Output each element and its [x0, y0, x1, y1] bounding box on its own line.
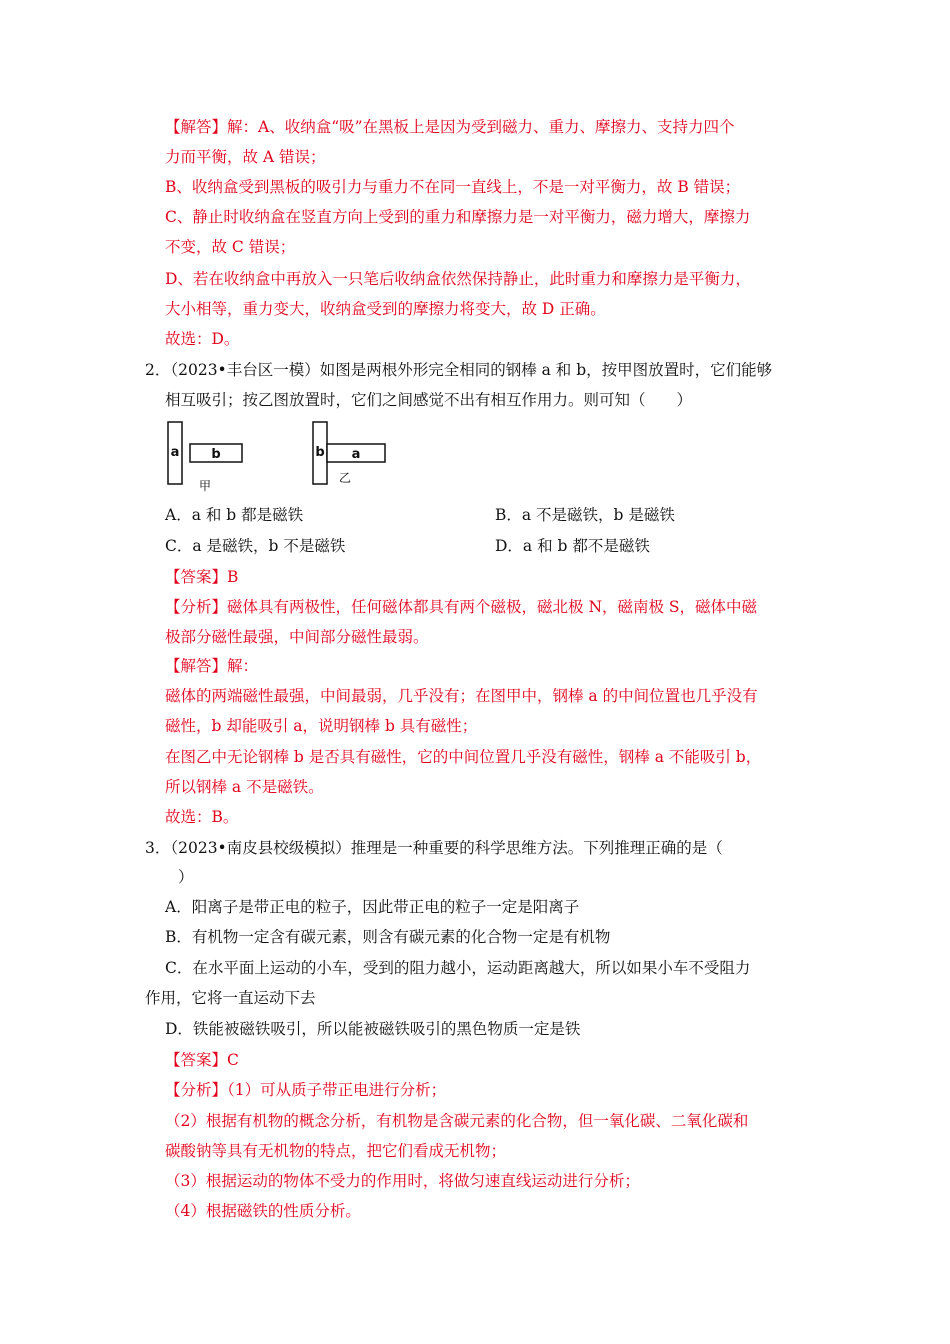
q1-solution-label: 【解答】 — [165, 118, 228, 136]
q1-solution-line-2: 力而平衡，故 A 错误； — [165, 148, 326, 166]
q2-stem-line-2: 相互吸引；按乙图放置时，它们之间感觉不出有相互作用力。则可知（ ） — [165, 391, 693, 409]
q3-option-b: B．有机物一定含有碳元素，则含有碳元素的化合物一定是有机物 — [165, 928, 611, 946]
q3-answer: 【答案】C — [165, 1051, 239, 1069]
q3-analysis-label: 【分析】 — [165, 1081, 228, 1099]
label-right-bar: b — [315, 445, 325, 460]
q3-option-a: A．阳离子是带正电的粒子，因此带正电的粒子一定是阳离子 — [165, 898, 580, 916]
q2-option-d: D．a 和 b 都不是磁铁 — [495, 537, 650, 555]
q3-analysis-line-5: （4）根据磁铁的性质分析。 — [165, 1202, 361, 1220]
q1-solution-text: 解：A、收纳盒“吸”在黑板上是因为受到磁力、重力、摩擦力、支持力四个 — [227, 118, 735, 136]
q2-analysis-line-2: 极部分磁性最强，中间部分磁性最弱。 — [165, 628, 429, 646]
q1-solution-line-6: D、若在收纳盒中再放入一只笔后收纳盒依然保持静止，此时重力和摩擦力是平衡力， — [165, 270, 751, 288]
caption-jia: 甲 — [198, 479, 212, 493]
q2-analysis-text: 磁体具有两极性，任何磁体都具有两个磁极，磁北极 N，磁南极 S，磁体中磁 — [227, 598, 758, 616]
q1-solution-line-4: C、静止时收纳盒在竖直方向上受到的重力和摩擦力是一对平衡力，磁力增大，摩擦力 — [165, 208, 751, 226]
q1-solution-line-1 — [165, 116, 735, 138]
q3-analysis-line-2: （2）根据有机物的概念分析，有机物是含碳元素的化合物，但一氧化碳、二氧化碳和 — [165, 1112, 749, 1130]
q3-analysis-line-3: 碳酸钠等具有无机物的特点，把它们看成无机物； — [165, 1142, 507, 1160]
q3-option-c-line-1: C．在水平面上运动的小车，受到的阻力越小，运动距离越大，所以如果小车不受阻力 — [165, 959, 751, 977]
q1-solution-line-3: B、收纳盒受到黑板的吸引力与重力不在同一直线上，不是一对平衡力，故 B 错误； — [165, 178, 741, 196]
q2-answer: 【答案】B — [165, 568, 239, 586]
q2-conclusion: 故选：B。 — [165, 808, 239, 826]
q2-solution-line-3: 在图乙中无论钢棒 b 是否具有磁性，它的中间位置几乎没有磁性，钢棒 a 不能吸引 b， — [165, 748, 762, 766]
q2-solution-label: 【解答】 — [165, 657, 228, 675]
q2-solution-text: 解： — [227, 657, 259, 675]
q1-conclusion: 故选：D。 — [165, 330, 240, 348]
q2-option-b: B．a 不是磁铁，b 是磁铁 — [495, 506, 675, 524]
label-right-horizontal: a — [351, 447, 361, 462]
label-left-bar: a — [170, 445, 180, 460]
q1-solution-line-5: 不变，故 C 错误； — [165, 238, 296, 256]
q2-magnet-diagram — [165, 418, 395, 498]
q3-analysis-line-1 — [165, 1079, 446, 1101]
q3-option-d: D．铁能被磁铁吸引，所以能被磁铁吸引的黑色物质一定是铁 — [165, 1020, 581, 1038]
q2-analysis-label: 【分析】 — [165, 598, 228, 616]
q2-stem-line-1: 2．（2023•丰台区一模）如图是两根外形完全相同的钢棒 a 和 b，按甲图放置时，它们能够 — [145, 361, 773, 379]
caption-yi: 乙 — [338, 471, 352, 485]
q3-stem-line-1: 3．（2023•南皮县校级模拟）推理是一种重要的科学思维方法。下列推理正确的是（ — [145, 839, 723, 857]
q2-option-a: A．a 和 b 都是磁铁 — [165, 506, 304, 524]
q2-option-c: C．a 是磁铁，b 不是磁铁 — [165, 537, 346, 555]
q2-solution-line-2: 磁性，b 却能吸引 a，说明钢棒 b 具有磁性； — [165, 717, 478, 735]
q3-option-c-line-2: 作用，它将一直运动下去 — [145, 989, 316, 1007]
q3-analysis-line-4: （3）根据运动的物体不受力的作用时，将做匀速直线运动进行分析； — [165, 1172, 640, 1190]
label-left-horizontal: b — [211, 447, 221, 462]
q2-solution-line-1: 磁体的两端磁性最强，中间最弱，几乎没有；在图甲中，钢棒 a 的中间位置也几乎没有 — [165, 687, 758, 705]
q3-analysis-text: （1）可从质子带正电进行分析； — [227, 1081, 447, 1099]
q2-analysis-line-1 — [165, 596, 757, 618]
q1-solution-line-7: 大小相等，重力变大，收纳盒受到的摩擦力将变大，故 D 正确。 — [165, 300, 606, 318]
q2-solution-header — [165, 655, 258, 677]
q3-stem-line-2: ） — [178, 868, 194, 886]
q2-solution-line-4: 所以钢棒 a 不是磁铁。 — [165, 778, 324, 796]
